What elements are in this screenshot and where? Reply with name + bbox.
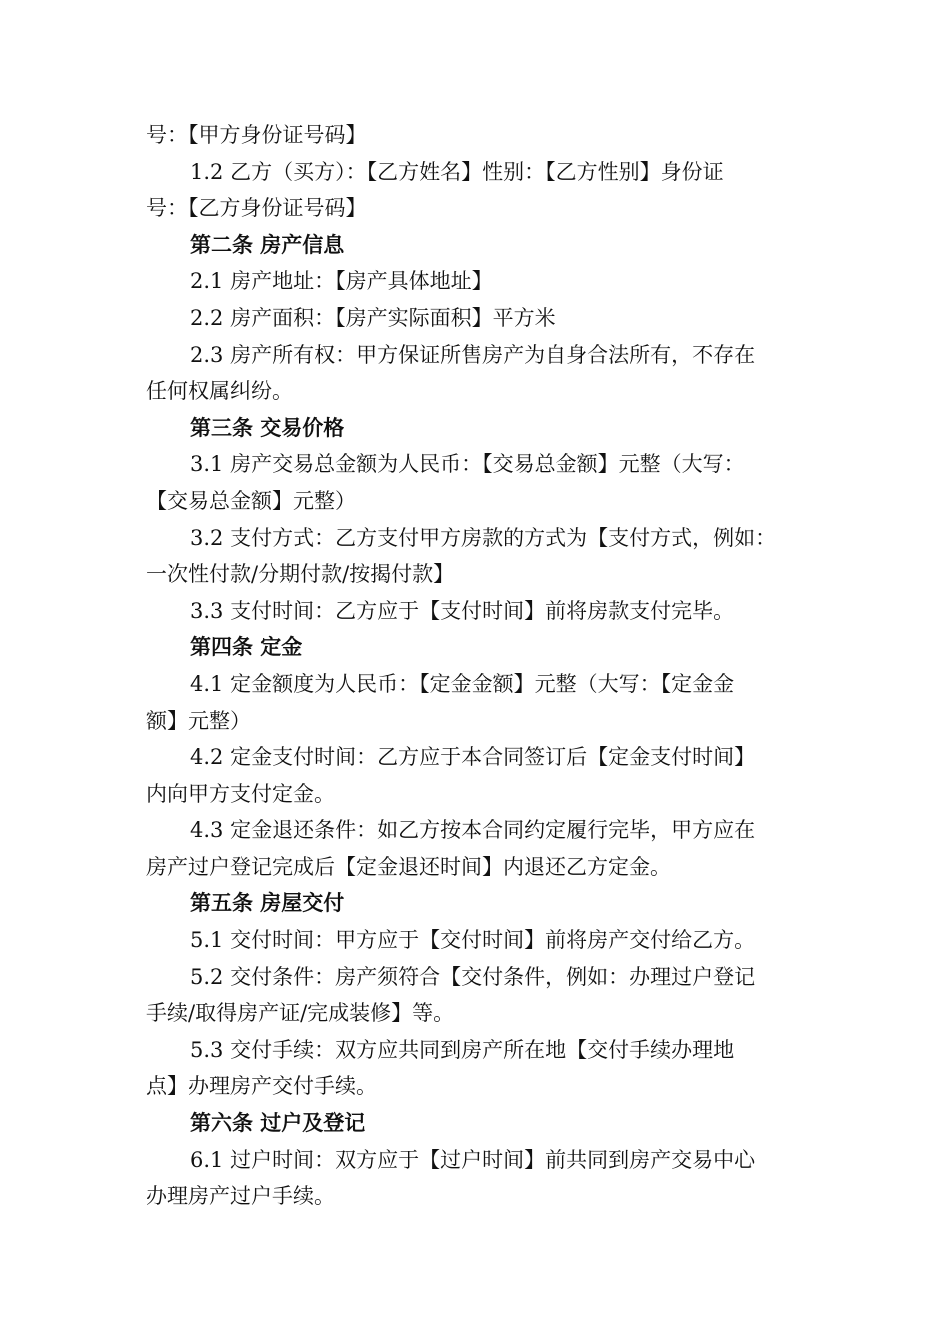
text-line: 号：【甲方身份证号码】 (146, 123, 367, 147)
text-line: 1.2 乙方（买方）：【乙方姓名】性别：【乙方性别】身份证 (190, 159, 724, 184)
text-line: 点】办理房产交付手续。 (146, 1074, 377, 1099)
text-line: 2.2 房产面积：【房产实际面积】平方米 (190, 305, 556, 330)
text-line: 3.1 房产交易总金额为人民币：【交易总金额】元整（大写： (190, 452, 745, 477)
section-heading: 第三条 交易价格 (190, 415, 345, 440)
text-line: 号：【乙方身份证号码】 (146, 196, 367, 221)
text-line: 任何权属纠纷。 (146, 379, 293, 404)
text-line: 一次性付款/分期付款/按揭付款】 (146, 562, 455, 587)
text-line: 内向甲方支付定金。 (146, 781, 335, 806)
document-body (146, 117, 808, 1215)
section-heading: 第二条 房产信息 (190, 232, 345, 257)
section-heading: 第四条 定金 (190, 635, 303, 660)
text-line: 【交易总金额】元整） (146, 488, 356, 513)
text-line: 5.1 交付时间：甲方应于【交付时间】前将房产交付给乙方。 (190, 928, 756, 953)
text-line: 3.2 支付方式：乙方支付甲方房款的方式为【支付方式，例如： (190, 525, 777, 550)
section-heading: 第五条 房屋交付 (190, 891, 345, 916)
text-line: 额】元整） (146, 708, 251, 733)
text-line: 2.3 房产所有权：甲方保证所售房产为自身合法所有，不存在 (190, 342, 756, 367)
section-heading: 第六条 过户及登记 (190, 1111, 366, 1136)
text-line: 2.1 房产地址：【房产具体地址】 (190, 269, 493, 294)
text-line: 4.1 定金额度为人民币：【定金金额】元整（大写：【定金金 (190, 671, 735, 696)
text-line: 4.2 定金支付时间：乙方应于本合同签订后【定金支付时间】 (190, 745, 756, 770)
text-line: 房产过户登记完成后【定金退还时间】内退还乙方定金。 (146, 854, 671, 879)
text-line: 5.2 交付条件：房产须符合【交付条件，例如：办理过户登记 (190, 964, 756, 989)
text-line: 4.3 定金退还条件：如乙方按本合同约定履行完毕，甲方应在 (190, 818, 756, 843)
text-line: 5.3 交付手续：双方应共同到房产所在地【交付手续办理地 (190, 1037, 735, 1062)
text-line: 6.1 过户时间：双方应于【过户时间】前共同到房产交易中心 (190, 1147, 756, 1172)
text-line: 3.3 支付时间：乙方应于【支付时间】前将房款支付完毕。 (190, 598, 735, 623)
text-line: 办理房产过户手续。 (146, 1184, 335, 1209)
text-line: 手续/取得房产证/完成装修】等。 (146, 1001, 455, 1026)
